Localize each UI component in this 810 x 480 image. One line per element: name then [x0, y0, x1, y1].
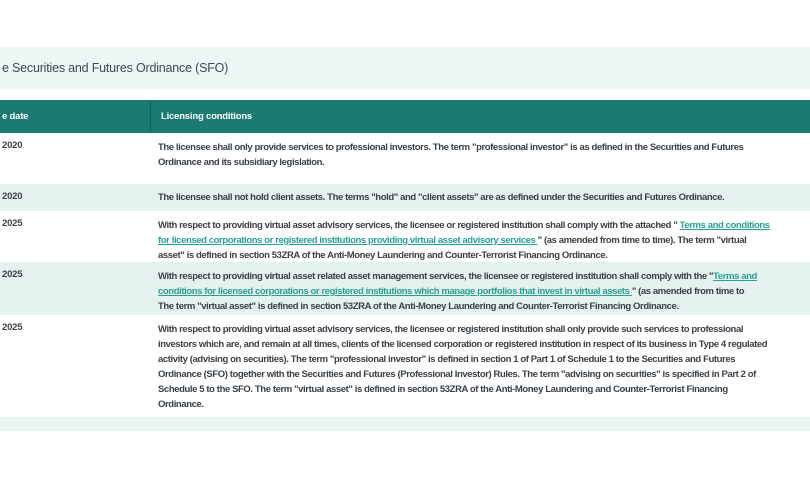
terms-and-conditions-link[interactable]: conditions for licensed corporations or registered institutions which manage portfolios that invest in virtual assets	[158, 286, 632, 297]
section-banner-title: e Securities and Futures Ordinance (SFO)	[2, 61, 229, 75]
table-row	[0, 315, 810, 417]
effective-date-cell: 2020	[2, 191, 23, 202]
condition-text-line	[158, 397, 810, 412]
table-row	[0, 133, 810, 184]
condition-text: With respect to providing virtual asset related asset management services, the licensee or registered institution shall comply with the "	[158, 271, 714, 282]
condition-text: asset" is defined in section 53ZRA of the Anti-Money Laundering and Counter-Terrorist Financing Ordinance.	[158, 250, 608, 261]
section-banner	[0, 47, 810, 89]
condition-text: Ordinance (SFO) together with the Securities and Futures (Professional Investor) Rules. The term "advising on securities" is specified in Part 2 of	[158, 369, 756, 380]
terms-and-conditions-link[interactable]: Terms and	[713, 271, 757, 282]
condition-text: The licensee shall not hold client assets. The terms "hold" and "client assets" are as defined under the Securities and Futures Ordinance.	[158, 192, 725, 203]
condition-text: Ordinance and its subsidiary legislation.	[158, 157, 325, 168]
condition-text-line	[158, 140, 810, 155]
terms-and-conditions-link[interactable]: for licensed corporations or registered institutions providing virtual asset advisory services	[158, 235, 538, 246]
terms-and-conditions-link[interactable]: Terms and conditions	[679, 220, 770, 231]
header-effective-date: e date	[2, 111, 29, 122]
partial-next-row	[0, 417, 810, 431]
condition-text: " (as amended from time to	[631, 286, 745, 297]
table-row	[0, 211, 810, 262]
licensing-conditions-cell	[158, 140, 810, 170]
condition-text-line	[158, 284, 810, 299]
condition-text-line	[158, 218, 810, 233]
condition-text: activity (advising on securities). The term "professional investor" is defined in section 1 of Part 1 of Schedule 1 to the Securities and Futures	[158, 354, 736, 365]
condition-text: The licensee shall only provide services to professional investors. The term "professional investor" is as defined in the Securities and Futures	[158, 142, 744, 153]
licensing-conditions-cell	[158, 218, 810, 263]
condition-text-line	[158, 337, 810, 352]
effective-date-cell: 2025	[2, 269, 23, 280]
effective-date-cell: 2025	[2, 322, 23, 333]
condition-text-line	[158, 299, 810, 314]
condition-text-line	[158, 352, 810, 367]
licensing-conditions-cell	[158, 269, 810, 314]
table-body	[0, 133, 810, 417]
licensing-conditions-cell	[158, 322, 810, 412]
condition-text: Schedule 5 to the SFO. The term "virtual asset" is defined in section 53ZRA of the Anti-Money Laundering and Counter-Terrorist Financing	[158, 384, 728, 395]
condition-text: Ordinance.	[158, 399, 204, 410]
condition-text-line	[158, 322, 810, 337]
effective-date-cell: 2025	[2, 218, 23, 229]
condition-text: " (as amended from time to time). The term "virtual	[537, 235, 747, 246]
condition-text-line	[158, 155, 810, 170]
condition-text-line	[158, 367, 810, 382]
effective-date-cell: 2020	[2, 140, 23, 151]
condition-text-line	[158, 233, 810, 248]
table-header-row	[0, 100, 810, 133]
header-licensing-conditions: Licensing conditions	[150, 100, 810, 133]
table-row	[0, 184, 810, 211]
table-row	[0, 262, 810, 315]
condition-text-line	[158, 269, 810, 284]
condition-text: With respect to providing virtual asset advisory services, the licensee or registered institution shall comply with the attached "	[158, 220, 680, 231]
licensing-conditions-cell	[158, 190, 810, 205]
condition-text: investors which are, and remain at all times, clients of the licensed corporation or registered institution in respect of its business in Type 4 regulated	[158, 339, 768, 350]
condition-text: With respect to providing virtual asset advisory services, the licensee or registered institution shall only provide such services to professional	[158, 324, 744, 335]
condition-text-line	[158, 190, 810, 205]
condition-text-line	[158, 248, 810, 263]
condition-text-line	[158, 382, 810, 397]
condition-text: The term "virtual asset" is defined in section 53ZRA of the Anti-Money Laundering and Counter-Terrorist Financing Ordinance.	[158, 301, 679, 312]
